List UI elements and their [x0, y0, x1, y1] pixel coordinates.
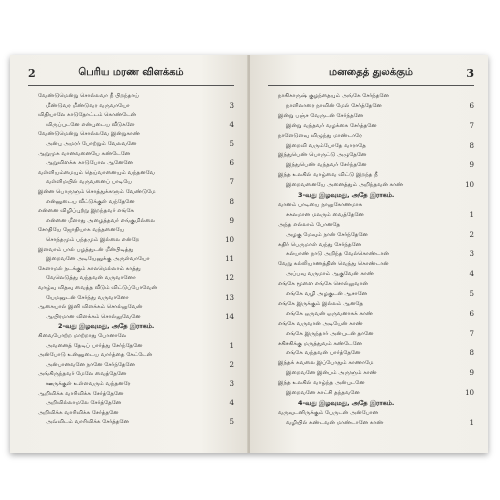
section-heading — [28, 321, 234, 331]
verse-text: இளவாம் பால் பழத்துடன் மீன்பிடித்து — [38, 246, 134, 253]
verse-text: அழகு மேவும் நான் சேர்ந்தேனே — [286, 231, 368, 238]
verse-text: வாழ்வு விதவு வைத்த வீடும் விட்டுப்போவேன் — [38, 285, 158, 291]
verse-text: எங்கே வழி அழகுடன் ஆசானே — [286, 291, 368, 297]
verse-number: 6 — [469, 309, 474, 318]
verse-text: விதியாலே காடுதோட்டம் கொண்டேன் — [38, 112, 137, 119]
verse-line — [268, 368, 474, 378]
verse-text: என்னை விழிப்புற்று இறந்தவர் எங்கே — [38, 208, 135, 215]
verse-line — [268, 121, 474, 131]
verse-text: ஊருக்குள் உள்ளவரும் வந்தனரே — [46, 381, 131, 387]
verse-text: இன்று வந்தவர் வழக்கை சேர்த்தனே — [286, 122, 377, 129]
verse-line — [268, 240, 474, 250]
verse-number: 4 — [229, 120, 234, 129]
verse-text: சகலமான மலரும் வைத்தேனே — [286, 211, 364, 218]
verse-line — [268, 358, 474, 368]
verse-number: 11 — [225, 255, 234, 264]
verse-text: ஆகையால் இனி விளக்கம் சொல்லுவேன் — [38, 304, 143, 311]
verse-number: 8 — [469, 141, 474, 150]
verse-text: வேண்டுமென்று சொல்லவா நீ பிறந்தாய் — [38, 93, 140, 99]
left-running-title: பெரிய மரண விளக்கம் — [78, 67, 184, 78]
verse-text: யேமனுடன் சேர்ந்து வருவானோ — [46, 294, 129, 301]
verse-line — [268, 200, 474, 210]
verse-line — [28, 408, 234, 418]
right-header-rule — [268, 85, 474, 86]
verse-text: இறைவனையே அனைத்தும் அறிந்தவன் காண் — [286, 182, 404, 189]
verse-number: 9 — [229, 216, 234, 225]
verse-line — [268, 418, 474, 428]
verse-line — [28, 350, 234, 360]
verse-text: கேளாமல் நடக்கும் காலமெல்லாம் காத்து — [38, 265, 141, 272]
verse-line — [28, 341, 234, 351]
verse-line — [268, 141, 474, 151]
verse-text: அறிவிக்க வாரிவிக்க சேர்த்தனே — [38, 409, 119, 416]
verse-text: இந்தக் கவலை இப்போதும் காணாமே — [278, 360, 374, 367]
verse-text: வள்ளிமயில் வருவனைப் பாடியே — [46, 179, 133, 186]
verse-line — [28, 398, 234, 408]
verse-number: 10 — [465, 389, 474, 397]
verse-text: எங்கே வந்தவன் பார்த்தேனே — [286, 350, 361, 357]
verse-text: ஆறுமுக வானவனையே கண்டேனே — [38, 150, 131, 157]
verse-line — [28, 389, 234, 399]
verse-line — [268, 299, 474, 309]
verse-text: சோதியே ஜோதியாக வந்தனையே — [38, 227, 125, 234]
verse-text: நாளேடுளவு விழுந்து மாண்டாரே — [278, 132, 363, 139]
verse-number: 12 — [225, 274, 234, 283]
verse-number: 8 — [469, 349, 474, 358]
verse-text: கதிர் பெருமாள் வந்து சேர்ந்தனே — [278, 241, 362, 248]
verse-line — [28, 264, 234, 274]
verse-text: 2-வது இழவுமது, அதே இராகம். — [58, 322, 155, 331]
verse-text: மீண்டுவர மீண்டுவர வருவாயோ — [46, 102, 130, 109]
verse-line — [28, 110, 234, 120]
verse-line — [28, 273, 234, 283]
verse-line — [268, 180, 474, 190]
verse-line — [28, 331, 234, 341]
right-running-title: மனதைத் துலக்கும் — [329, 67, 413, 78]
verse-line — [28, 158, 234, 168]
verse-line — [28, 417, 234, 427]
verse-text: இன்ன பொருளும் சொத்துக்களும் வேண்டுமே — [38, 189, 156, 195]
verse-text: நாளிலாரை நாவின் மேல் சேர்த்தேனே — [286, 102, 382, 109]
verse-text: வேறு கல்லியாணத்தின் வெந்து கொண்டான் — [278, 261, 389, 268]
verse-number: 1 — [229, 341, 234, 350]
verse-line — [28, 235, 234, 245]
verse-number: 9 — [469, 161, 474, 170]
verse-text: நாகிகாருஷ் குழந்தையும் அங்கே சேர்ந்தனே — [278, 93, 389, 99]
verse-text: அந்த எல்லாம் போனதே — [278, 221, 341, 228]
verse-text: இறைவனே இன்பம் அருளும் காண் — [286, 370, 377, 377]
verse-text: வள்ளியம்மையும் தெய்வானையும் வந்தனவே — [38, 169, 155, 176]
verse-line — [268, 309, 474, 319]
verse-text: எங்கே ஒருவன் ஒருவனாகக் காண் — [286, 310, 374, 317]
verse-line — [28, 225, 234, 235]
verse-number: 1 — [469, 210, 474, 219]
verse-text: இறைவி வரும்போதே வாராதே — [286, 142, 366, 149]
verse-line — [28, 129, 234, 139]
verse-line — [28, 101, 234, 111]
verse-line — [28, 245, 234, 255]
verse-line — [28, 91, 234, 101]
verse-number: 13 — [225, 293, 234, 302]
verse-line — [28, 360, 234, 370]
verse-line — [28, 216, 234, 226]
right-page-number: 3 — [466, 67, 474, 80]
verse-line — [268, 339, 474, 349]
verse-text: அன்பானவனே நானே சேர்ந்தேனே — [46, 361, 135, 368]
verse-number: 2 — [469, 230, 474, 239]
verse-text: அன்பு அமரர் போற்றும் வேலவனே — [46, 141, 137, 147]
verse-number: 5 — [229, 418, 234, 427]
verse-text: வருவுடனிருக்கும் பேருடன் அன்போன — [278, 409, 379, 416]
verse-text: என்னை மீளாது அழைத்தவர் எங்குமில்லை — [46, 217, 156, 224]
verse-text: விருப்புடனே என்புடைய வீடுகளே — [46, 121, 135, 128]
verse-text: ஆயிரமான விளக்கம் சொல்லுவேனே — [46, 313, 141, 320]
verse-line — [268, 160, 474, 170]
verse-text: வானம் பாடியை நாலுகோணமாக — [278, 201, 363, 208]
verse-text: இன்று பஞ்ச வேருடன் சேர்ந்தனே — [278, 112, 364, 119]
verse-text: அறிவில்லாமலே சேர்த்தேனே — [46, 400, 122, 407]
verse-text: அப்பவு வருமாம் ஆகுவேன் காண் — [286, 271, 375, 278]
verse-text: அவ்விடம் வாரிவிக்க சேர்த்தனே — [46, 419, 129, 426]
open-book — [10, 55, 488, 453]
verse-line — [268, 230, 474, 240]
verse-text: இந்துபெண் பொருட்டு அழுதேனே — [278, 152, 367, 159]
verse-number: 4 — [229, 399, 234, 408]
verse-line — [28, 177, 234, 187]
verse-line — [28, 139, 234, 149]
verse-line — [268, 289, 474, 299]
verse-line — [268, 131, 474, 141]
verse-number: 7 — [469, 121, 474, 130]
verse-line — [268, 259, 474, 269]
verse-text: கிவைபோற்ற மாற்றாது போனாலே — [38, 333, 127, 339]
verse-text: ஆறுவிளக்க காடுபோல ஆனேனே — [46, 160, 133, 167]
verse-number: 3 — [229, 101, 234, 110]
verse-line — [28, 254, 234, 264]
verse-line — [268, 101, 474, 111]
verse-line — [28, 369, 234, 379]
verse-text: எங்கே இருக்கும் இல்லம் ஆனதே — [278, 300, 364, 307]
verse-line — [268, 220, 474, 230]
verse-line — [268, 329, 474, 339]
verse-text: எங்கே வருவான் அடியேன் காண் — [278, 320, 363, 327]
verse-number: 1 — [469, 418, 474, 427]
verse-number: 14 — [225, 312, 234, 321]
verse-text: 3-வது இழவுமது, அதே இராகம். — [298, 191, 395, 199]
verse-number: 7 — [229, 178, 234, 187]
verse-number: 5 — [229, 140, 234, 148]
verse-text: இந்த உலகில் வாழ்ந்த அன்புடனே — [278, 380, 365, 387]
verse-line — [28, 197, 234, 207]
right-page — [250, 55, 488, 453]
verse-text: அன்போடு உன்னுடைய வார்த்தை கேட்டேன் — [38, 352, 153, 359]
verse-number: 10 — [225, 236, 234, 244]
verse-text: இந்த உலகில் வாழ்வை விட்டு இறந்த நீ — [278, 172, 378, 179]
verse-number: 10 — [465, 181, 474, 190]
verse-line — [268, 249, 474, 259]
verse-text: இறைவனே அடியேனுக்கு அருள்வாயோ — [46, 256, 150, 263]
verse-number: 4 — [469, 270, 474, 279]
verse-line — [268, 319, 474, 329]
verse-line — [268, 408, 474, 418]
verse-line — [28, 283, 234, 293]
verse-text: என்னுடைய வீட்டுக்குள் வந்தேனே — [46, 198, 135, 205]
verse-text: வேலெடுத்து வந்தவன் வருவானோ — [46, 275, 136, 282]
left-page — [10, 55, 248, 453]
verse-text: அங்கிருந்தவர் மேலே வைத்தேனே — [38, 371, 127, 378]
verse-line — [268, 111, 474, 121]
verse-number: 3 — [229, 380, 234, 388]
left-page-number: 2 — [28, 67, 36, 80]
verse-text: வேண்டுமென்று சொல்லவே இன்றுகாண் — [38, 131, 141, 138]
verse-line — [28, 187, 234, 197]
verse-line — [268, 170, 474, 180]
verse-text: ஆறிவிக்க வாரிவிக்க சேர்த்தேனே — [38, 390, 124, 397]
verse-line — [268, 378, 474, 388]
verse-line — [28, 302, 234, 312]
verse-number: 6 — [229, 159, 234, 168]
verse-line — [28, 120, 234, 130]
verse-line — [28, 206, 234, 216]
verse-number: 2 — [229, 360, 234, 369]
verse-line — [268, 348, 474, 358]
verse-number: 8 — [229, 197, 234, 206]
verse-number: 3 — [469, 250, 474, 259]
verse-line — [268, 388, 474, 398]
verse-line — [268, 91, 474, 101]
right-page-header — [268, 67, 474, 83]
left-header-rule — [28, 85, 234, 86]
verse-number: 9 — [469, 369, 474, 378]
verse-text: சகிசகிக்கு மருத்துவம் கண்டேனே — [278, 340, 362, 347]
verse-line — [268, 150, 474, 160]
verse-text: அவனைத் தேடிப் பார்த்து சேர்ந்தேனே — [46, 342, 143, 349]
verse-line — [28, 293, 234, 303]
section-heading — [268, 190, 474, 200]
verse-line — [28, 312, 234, 322]
verse-line — [268, 210, 474, 220]
verse-text: இறைவனே காட்சி தந்தவனே — [286, 390, 360, 396]
verse-number: 6 — [469, 101, 474, 110]
verse-text: 4-வது இழவுமது, அதே இராகம். — [298, 398, 395, 407]
verse-text: கல்யாண் நாடு அறிந்த வேல்கொண்டான் — [286, 251, 389, 258]
verse-text: வழியில் கண்டவன் மாண்டானே காண் — [286, 419, 384, 426]
verse-number: 7 — [469, 329, 474, 338]
verse-line — [268, 269, 474, 279]
verse-text: எங்கே மூளை எங்கே சொல்லுவான் — [278, 281, 368, 288]
left-page-header — [28, 67, 234, 83]
verse-text: எங்கே இருந்தார் அன்புடன் தானே — [286, 330, 374, 337]
verse-line — [28, 168, 234, 178]
verse-line — [28, 379, 234, 389]
section-heading — [268, 398, 474, 408]
verse-text: இந்துபெண் வந்தவர் சேர்ந்தனே — [286, 162, 367, 169]
verse-line — [268, 279, 474, 289]
verse-number: 5 — [469, 290, 474, 298]
verse-line — [28, 149, 234, 159]
verse-text: சொந்தமும் பந்தமும் இல்லை என்றே — [46, 237, 140, 243]
